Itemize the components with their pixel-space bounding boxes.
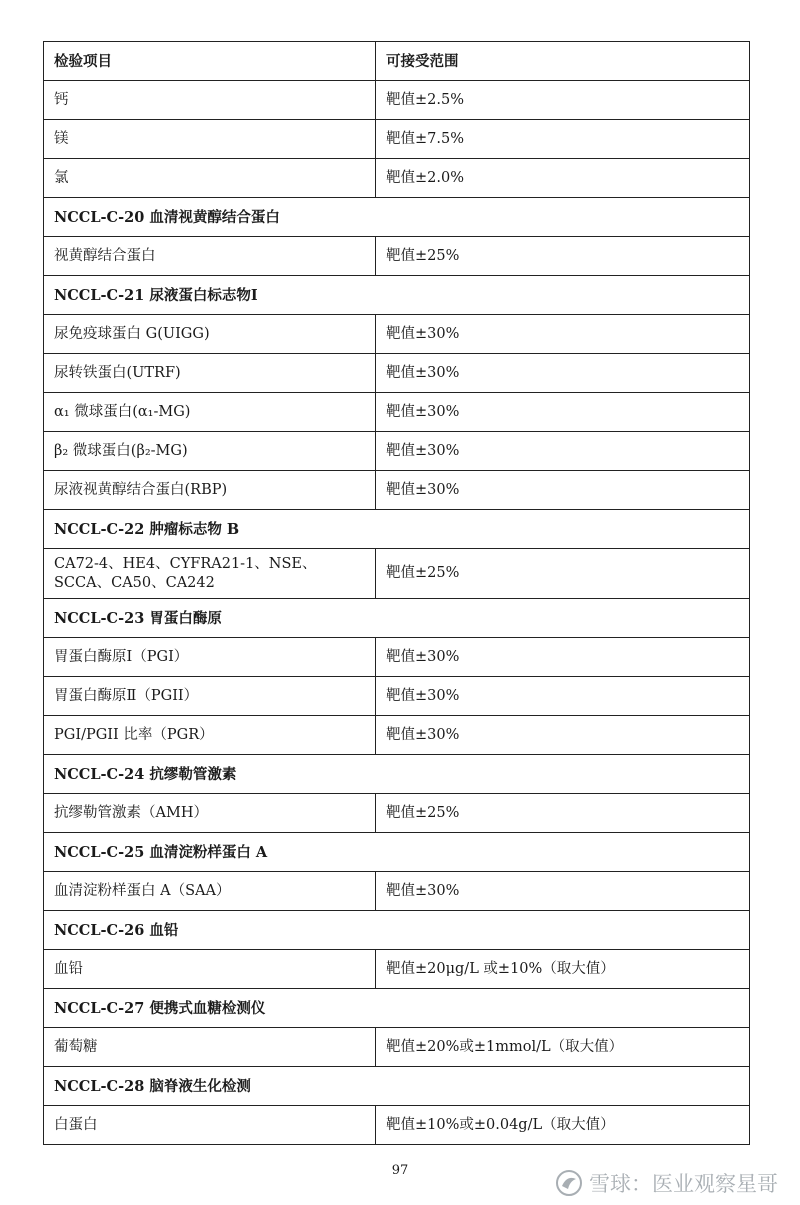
table-row — [44, 549, 750, 599]
acceptable-range: 靶值±20μg/L 或±10%（取大值） — [376, 950, 750, 989]
table-row — [44, 315, 750, 354]
table-header-row — [44, 42, 750, 81]
acceptable-range: 靶值±2.5% — [376, 81, 750, 120]
table-row — [44, 1106, 750, 1145]
test-item: 血清淀粉样蛋白 A（SAA） — [44, 872, 376, 911]
section-title: NCCL-C-25 血清淀粉样蛋白 A — [44, 833, 750, 872]
table-row — [44, 471, 750, 510]
table-row — [44, 120, 750, 159]
table-row — [44, 393, 750, 432]
test-item: 镁 — [44, 120, 376, 159]
header-item: 检验项目 — [44, 42, 376, 81]
acceptable-range: 靶值±20%或±1mmol/L（取大值） — [376, 1028, 750, 1067]
section-title: NCCL-C-28 脑脊液生化检测 — [44, 1067, 750, 1106]
test-item: α₁ 微球蛋白(α₁-MG) — [44, 393, 376, 432]
test-item: β₂ 微球蛋白(β₂-MG) — [44, 432, 376, 471]
test-item: 葡萄糖 — [44, 1028, 376, 1067]
acceptable-range: 靶值±30% — [376, 677, 750, 716]
test-item: 胃蛋白酶原Ⅰ（PGI） — [44, 638, 376, 677]
table-row — [44, 237, 750, 276]
watermark — [555, 1168, 778, 1198]
acceptable-range: 靶值±30% — [376, 432, 750, 471]
section-title: NCCL-C-21 尿液蛋白标志物Ⅰ — [44, 276, 750, 315]
section-row — [44, 599, 750, 638]
watermark-text: 雪球：医业观察星哥 — [589, 1172, 778, 1196]
snowball-logo-icon — [555, 1169, 583, 1197]
acceptable-range: 靶值±30% — [376, 716, 750, 755]
test-item: 白蛋白 — [44, 1106, 376, 1145]
table-row — [44, 794, 750, 833]
acceptable-range: 靶值±25% — [376, 549, 750, 599]
test-item: 尿液视黄醇结合蛋白(RBP) — [44, 471, 376, 510]
acceptable-range: 靶值±30% — [376, 315, 750, 354]
test-item: 血铅 — [44, 950, 376, 989]
table-row — [44, 81, 750, 120]
acceptable-range: 靶值±2.0% — [376, 159, 750, 198]
acceptable-range: 靶值±30% — [376, 354, 750, 393]
acceptable-range: 靶值±30% — [376, 393, 750, 432]
section-title: NCCL-C-23 胃蛋白酶原 — [44, 599, 750, 638]
table-row — [44, 716, 750, 755]
section-title: NCCL-C-27 便携式血糖检测仪 — [44, 989, 750, 1028]
test-item: 尿转铁蛋白(UTRF) — [44, 354, 376, 393]
page-number: 97 — [391, 1163, 409, 1178]
section-row — [44, 989, 750, 1028]
test-item: 钙 — [44, 81, 376, 120]
test-item: 尿免疫球蛋白 G(UIGG) — [44, 315, 376, 354]
test-item: 氯 — [44, 159, 376, 198]
section-title: NCCL-C-24 抗缪勒管激素 — [44, 755, 750, 794]
test-item: 视黄醇结合蛋白 — [44, 237, 376, 276]
table-row — [44, 159, 750, 198]
acceptance-range-table — [43, 41, 750, 1145]
table-row — [44, 638, 750, 677]
acceptable-range: 靶值±7.5% — [376, 120, 750, 159]
table-row — [44, 432, 750, 471]
test-item: 胃蛋白酶原Ⅱ（PGII） — [44, 677, 376, 716]
section-title: NCCL-C-20 血清视黄醇结合蛋白 — [44, 198, 750, 237]
section-row — [44, 755, 750, 794]
table-row — [44, 950, 750, 989]
acceptable-range: 靶值±25% — [376, 794, 750, 833]
table-row — [44, 677, 750, 716]
section-row — [44, 833, 750, 872]
header-range: 可接受范围 — [376, 42, 750, 81]
section-row — [44, 276, 750, 315]
test-item: PGI/PGII 比率（PGR） — [44, 716, 376, 755]
table-row — [44, 354, 750, 393]
test-item: CA72-4、HE4、CYFRA21-1、NSE、SCCA、CA50、CA242 — [44, 549, 376, 599]
acceptable-range: 靶值±30% — [376, 872, 750, 911]
acceptable-range: 靶值±30% — [376, 471, 750, 510]
test-item: 抗缪勒管激素（AMH） — [44, 794, 376, 833]
acceptable-range: 靶值±30% — [376, 638, 750, 677]
section-title: NCCL-C-26 血铅 — [44, 911, 750, 950]
section-row — [44, 911, 750, 950]
acceptable-range: 靶值±10%或±0.04g/L（取大值） — [376, 1106, 750, 1145]
table-row — [44, 1028, 750, 1067]
section-row — [44, 1067, 750, 1106]
table-row — [44, 872, 750, 911]
section-title: NCCL-C-22 肿瘤标志物 B — [44, 510, 750, 549]
section-row — [44, 510, 750, 549]
section-row — [44, 198, 750, 237]
acceptable-range: 靶值±25% — [376, 237, 750, 276]
